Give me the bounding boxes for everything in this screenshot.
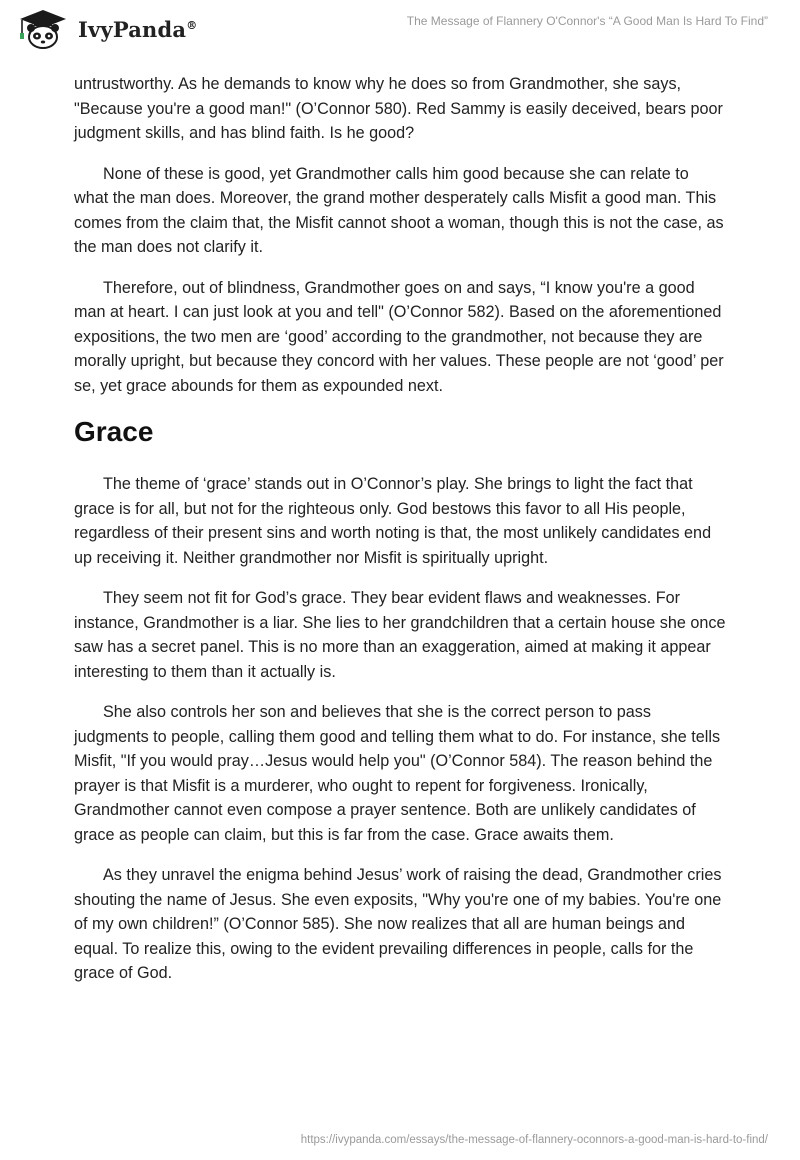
ivypanda-logo[interactable]	[14, 8, 197, 50]
page-header	[0, 0, 800, 62]
paragraph: She also controls her son and believes that she is the correct person to pass judgments to people, calling them good and telling them what to do. For instance, she tells Misfit, "If you would pray…Jesus would help you" (O’Connor 584). The reason behind the prayer is that Misfit is a murderer, who ought to repent for forgiveness. Ironically, Grandmother cannot even compose a prayer sentence. Both are unlikely candidates of grace as people can claim, but this is far from the case. Grace awaits them.	[74, 703, 721, 844]
source-url[interactable]: https://ivypanda.com/essays/the-message-of-flannery-oconnors-a-good-man-is-hard-to-find/	[300, 1134, 768, 1146]
panda-graduate-icon	[14, 8, 72, 50]
paragraph: untrustworthy. As he demands to know why he does so from Grandmother, she says, "Because you're a good man!" (O’Connor 580). Red Sammy is easily deceived, bears poor judgment skills, and has blind faith. Is he good?	[74, 75, 723, 142]
paragraph: The theme of ‘grace’ stands out in O’Connor’s play. She brings to light the fact that grace is for all, but not for the righteous only. God bestows this favor to all His people, regardless of their present sins and worth noting is that, the most unlikely candidates end up receiving it. Neither grandmother nor Misfit is spiritually upright.	[74, 475, 712, 567]
paragraph: As they unravel the enigma behind Jesus’ work of raising the dead, Grandmother cries shouting the name of Jesus. She even exposits, "Why you're one of my babies. You're one of my own children!” (O’Connor 585). She now realizes that all are human beings and equal. To realize this, owing to the evident prevailing differences in people, calls for the grace of God.	[74, 866, 722, 982]
section-heading: Grace	[74, 416, 154, 447]
paragraph: They seem not fit for God’s grace. They bear evident flaws and weaknesses. For instance, Grandmother is a liar. She lies to her grandchildren that a certain house she once saw has a secret panel. This is no more than an exaggeration, aimed at making it appear interesting to them than it actually is.	[74, 589, 726, 681]
paragraph: None of these is good, yet Grandmother calls him good because she can relate to what the man does. Moreover, the grand mother desperately calls Misfit a good man. This comes from the claim that, the Misfit cannot shoot a woman, though this is not the case, as the man does not clarify it.	[74, 164, 724, 256]
essay-body	[74, 72, 726, 1002]
paragraph: Therefore, out of blindness, Grandmother goes on and says, “I know you're a good man at heart. I can just look at you and tell" (O’Connor 582). Based on the aforementioned expositions, the two men are ‘good’ according to the grandmother, not because they are morally upright, but because they concord with her values. These people are not ‘good’ per se, yet grace abounds for them as expounded next.	[74, 278, 724, 395]
document-title: The Message of Flannery O'Connor's “A Good Man Is Hard To Find”	[406, 14, 768, 28]
brand-name: IvyPanda®	[78, 16, 198, 42]
